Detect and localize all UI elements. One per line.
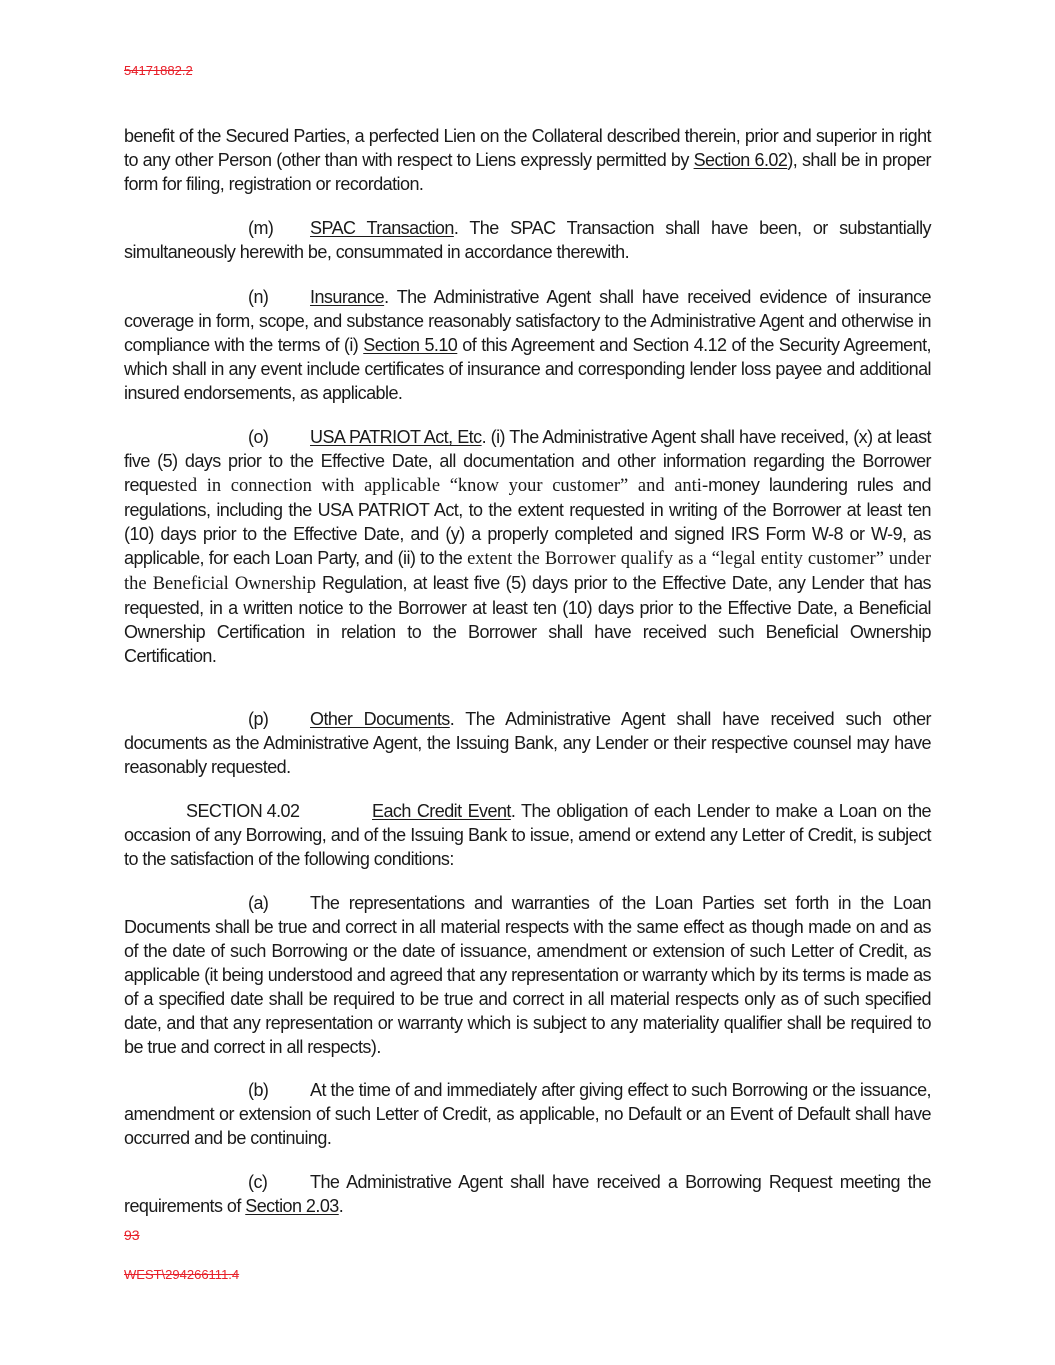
paragraph-text: . The Administrative Agent shall have received evidence of insurance coverage in form, scope, and substance reasonably satisfactory to the Administrative Agent and otherwise in compliance with the terms of (i) — [124, 287, 931, 355]
page-number-struck: 93 — [124, 1227, 140, 1243]
clause-label: (b) — [248, 1080, 269, 1100]
paragraph-text: At the time of and immediately after giving effect to such Borrowing or the issuance, amendment or extension of such Letter of Credit, as applicable, no Default or an Event of Default shall have occurred and be continuing. — [124, 1080, 931, 1148]
clause-label: (o) — [248, 427, 269, 447]
footer-doc-id-struck: WEST\294266111.4 — [124, 1267, 240, 1282]
paragraph-text-serif: extent the Borrower qualify as a “legal entity customer” under the Beneficial Ownership — [124, 549, 931, 594]
paragraph-p — [124, 707, 931, 779]
clause-label: (a) — [248, 893, 269, 913]
cross-reference-link[interactable]: Section 2.03 — [245, 1196, 339, 1216]
paragraph-text: . The SPAC Transaction shall have been, or substantially simultaneously herewith be, consummated in accordance therewith. — [124, 218, 931, 262]
cross-reference-link[interactable]: Section 6.02 — [693, 150, 788, 170]
paragraph-n — [124, 285, 931, 405]
paragraph-b — [124, 1078, 931, 1150]
paragraph-text: The Administrative Agent shall have received a Borrowing Request meeting the requirements of — [124, 1172, 931, 1216]
paragraph-a — [124, 891, 931, 1059]
paragraph-o — [124, 425, 931, 668]
clause-heading: Insurance — [310, 287, 385, 307]
clause-heading: Other Documents — [310, 709, 450, 729]
section-number: SECTION 4.02 — [186, 801, 300, 821]
paragraph-text: . — [338, 1196, 344, 1216]
paragraph-text-serif: sted in connection with applicable “know your customer” and anti- — [167, 476, 709, 496]
clause-label: (m) — [248, 218, 274, 238]
paragraph-text: . (i) The Administrative Agent shall have received, (x) at least five (5) days prior to the Effective Date, all documentation and other information regarding the Borrower reque — [124, 427, 931, 495]
paragraph-text: of this Agreement and Section 4.12 of the Security Agreement, which shall in any event include certificates of insurance and corresponding lender loss payee and additional insured endorsements, as applicable. — [124, 335, 931, 403]
section-4-02 — [124, 799, 931, 871]
paragraph-text: Regulation, at least five (5) days prior to the Effective Date, any Lender that has requested, in a written notice to the Borrower at least ten (10) days prior to the Effective Date, a Beneficial Ownership Certification in relation to the Borrower shall have received such Beneficial Ownership Certification. — [124, 573, 932, 666]
paragraph-text: . The Administrative Agent shall have received such other documents as the Administrative Agent, the Issuing Bank, any Lender or their respective counsel may have reasonably requested. — [124, 709, 931, 777]
continuation-paragraph — [124, 124, 931, 196]
section-heading: Each Credit Event — [372, 801, 511, 821]
clause-label: (p) — [248, 709, 269, 729]
clause-heading: USA PATRIOT Act, Etc — [310, 427, 482, 447]
clause-label: (c) — [248, 1172, 268, 1192]
clause-heading: SPAC Transaction — [310, 218, 454, 238]
cross-reference-link[interactable]: Section 5.10 — [363, 335, 458, 355]
header-doc-id-struck: 54171882.2 — [124, 63, 193, 78]
paragraph-text: benefit of the Secured Parties, a perfected Lien on the Collateral described therein, prior and superior in right to any other Person (other than with respect to Liens expressly permitted by — [124, 126, 931, 170]
clause-label: (n) — [248, 287, 269, 307]
paragraph-c — [124, 1170, 931, 1218]
paragraph-m — [124, 216, 931, 264]
paragraph-text: The representations and warranties of the Loan Parties set forth in the Loan Documents shall be true and correct in all material respects with the same effect as though made on and as of the date of such Borrowing or the date of issuance, amendment or extension of such Letter of Credit, as applicable (it being understood and agreed that any representation or warranty which by its terms is made as of a specified date shall be required to be true and correct in all material respects only as of such specified date, and that any representation or warranty which is subject to any materiality qualifier shall be required to be true and correct in all respects). — [124, 893, 931, 1057]
paragraph-text: ), shall be in proper form for filing, registration or recordation. — [124, 150, 931, 194]
paragraph-text: . The obligation of each Lender to make a Loan on the occasion of any Borrowing, and of the Issuing Bank to issue, amend or extend any Letter of Credit, is subject to the satisfaction of the following conditions: — [124, 801, 931, 869]
paragraph-text: money laundering rules and regulations, including the USA PATRIOT Act, to the extent requested in writing of the Borrower at least ten (10) days prior to the Effective Date, and (y) a properly completed and signed IRS Form W-8 or W-9, as applicable, for each Loan Party, and (ii) to the — [124, 475, 931, 568]
